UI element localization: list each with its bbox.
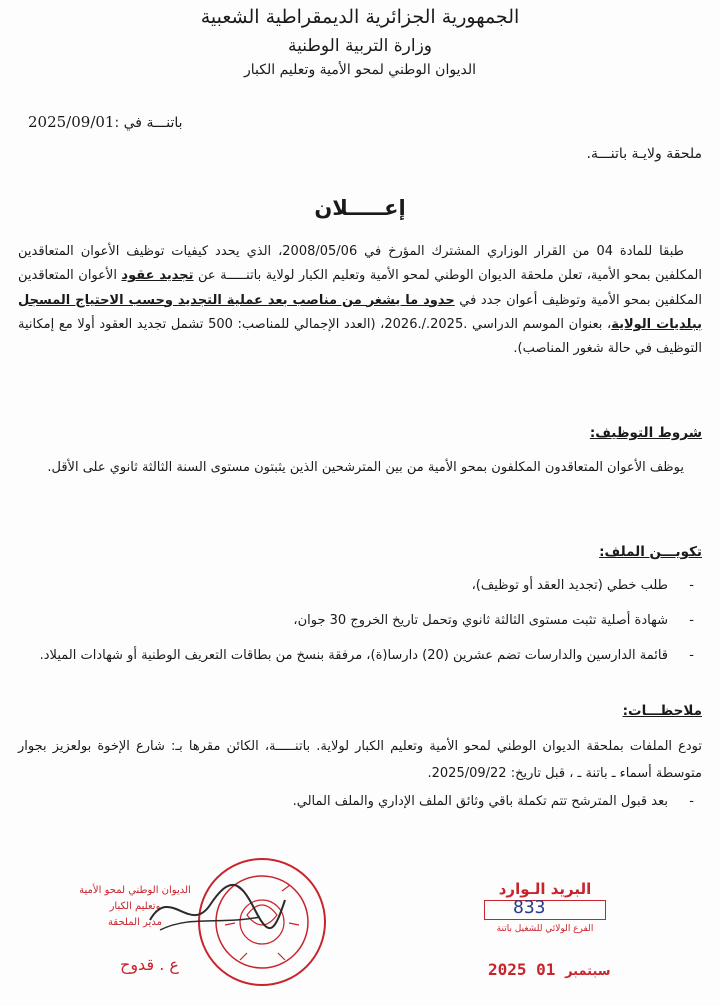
office-header: الديوان الوطني لمحو الأمية وتعليم الكبار [244, 62, 476, 78]
intro-text-2: الأعوان المتعاقدين المكلفين بمحو الأمية وتوظيف أعوان جدد في [18, 268, 702, 308]
notes-item: - بعد قبول المترشح تتم تكملة باقي وثائق الملف الإداري والملف المالي. [18, 789, 702, 815]
announcement-title: إعـــــلان [314, 196, 406, 220]
mail-stamp-title: البريد الـوارد [498, 880, 592, 898]
file-item: - طلب خطي (تجديد العقد أو توظيف)، [18, 573, 702, 599]
file-item: - شهادة أصلية تثبت مستوى الثالثة ثانوي وتحمل تاريخ الخروج 30 جوان، [18, 608, 702, 634]
mail-day: 01 [536, 960, 556, 979]
intro-bold-1: تجديد عقود [121, 268, 194, 284]
intro-text-1: طبقا للمادة 04 من القرار الوزاري المشترك المؤرخ في 2008/05/06، الذي يحدد كيفيات توظيف الأعوان المتعاقدين المكلفين بمحو الأمية، تعلن ملحقة الديوان الوطني لمحو الأمية وتعليم الكبار لولاية باتنـــــة عن [18, 244, 702, 284]
mail-stamp-date [488, 960, 611, 979]
intro-bold-2: حدود ما يشغر من مناصب بعد عملية التجديد وحسب الاحتياج المسجل ببلديات الولاية [18, 292, 703, 332]
mail-month: سبتمبر [565, 964, 611, 979]
date-label: باتنـــة في : [114, 115, 183, 131]
file-list [18, 573, 702, 678]
handwritten-signature [140, 875, 290, 945]
date-line [28, 113, 248, 131]
republic-header: الجمهورية الجزائرية الديمقراطية الشعبية [200, 6, 520, 28]
annex-label: ملحقة ولايـة باتنـــة. [586, 146, 702, 162]
conditions-heading: شروط التوظيف: [589, 425, 702, 441]
stamp-line: مدير الملحقة [108, 917, 162, 928]
file-heading: تكويـــن الملف: [599, 544, 702, 560]
incoming-mail-stamp [470, 880, 620, 934]
conditions-text: يوظف الأعوان المتعاقدون المكلفون بمحو الأمية من بين المترشحين الذين يثبتون مستوى السنة الثالثة ثانوي على الأقل. [47, 460, 684, 475]
notes-list [18, 789, 702, 824]
ministry-header: وزارة التربية الوطنية [287, 36, 433, 56]
file-item: - قائمة الدارسين والدارسات تضم عشرين (20) دارسا(ة)، مرفقة بنسخ من بطاقات التعريف الوطنية أو شهادات الميلاد. [18, 643, 702, 669]
intro-text-3: ، بعنوان الموسم الدراسي .2025./.2026، (العدد الإجمالي للمناصب: 500 تشمل تجديد العقود أولا مع إمكانية التوظيف في حالة شغور المناصب). [18, 316, 702, 357]
mail-number: 833 [513, 897, 546, 918]
notes-text: تودع الملفات بملحقة الديوان الوطني لمحو الأمية وتعليم الكبار لولاية. باتنـــــة، الكائن مقرها بـ: شارع الإخوة بولعزيز بجوار متوسطة أسماء ـ باتنة ـ ، قبل تاريخ: 2025/09/22. [18, 739, 702, 781]
mail-number-box [484, 897, 606, 920]
mail-year: 2025 [488, 960, 527, 979]
date-value: 2025/09/01 [28, 113, 115, 131]
intro-paragraph [18, 240, 702, 361]
signer-name: ع . قدوح [120, 955, 179, 974]
stamp-line: وتعليم الكبار [109, 901, 161, 912]
mail-stamp-subtitle: الفرع الولائي للشغيل باتنة [496, 924, 594, 934]
stamp-line: الديوان الوطني لمحو الأمية [79, 885, 191, 896]
signature-area [20, 855, 340, 985]
notes-heading: ملاحظـــات: [622, 703, 702, 719]
